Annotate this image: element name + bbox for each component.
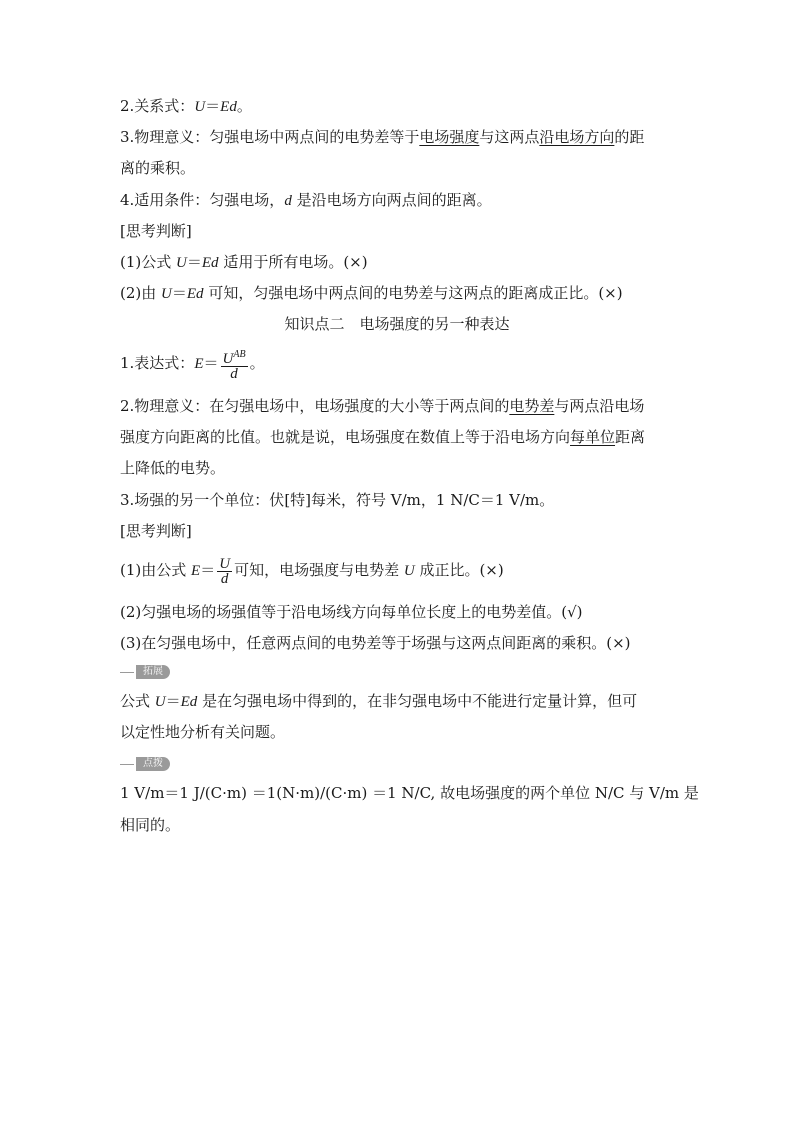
equals: ＝ [171,284,187,302]
think-judge-label [120,221,680,241]
equals: ＝ [186,253,202,271]
text: 2.物理意义：在匀强电场中，电场强度的大小等于两点间的 [120,397,510,415]
unit-line [120,490,680,510]
text: 。 [236,97,252,115]
text: 上降低的电势。 [120,459,226,477]
text: 强度方向距离的比值。也就是说，电场强度在数值上等于沿电场方向 [120,428,571,446]
equals: ＝ [205,97,221,115]
text: (2)由 [120,284,162,302]
text: 离的乘积。 [120,159,196,177]
text: [思考判断] [120,522,192,540]
judge-item-2 [120,283,680,304]
var-U: U [154,694,166,710]
physical-meaning-cont [120,158,680,178]
text: (2)匀强电场的场强值等于沿电场线方向每单位长度上的电势差值。(√) [120,603,583,621]
var-Ed: Ed [186,286,204,302]
judge-item-1 [120,252,680,273]
hint-line-2 [120,815,680,835]
applicable-condition-line [120,190,680,211]
underlined-term: 沿电场方向 [539,128,615,146]
text: 。 [249,354,265,372]
numerator: U [222,350,234,367]
text: 1 V/m＝1 J/(C·m) ＝1(N·m)/(C·m) ＝1 N/C, 故电场强度的两个单位 N/C 与 V/m 是 [120,784,699,802]
text: 以定性地分析有关问题。 [120,723,286,741]
var-Ed: Ed [220,99,237,115]
var-U: U [161,286,172,302]
text: (3)在匀强电场中，任意两点间的电势差等于场强与这两点间距离的乘积。(×) [120,634,631,652]
text: 2.关系式： [120,97,195,115]
text: 4.适用条件：匀强电场， [120,191,285,209]
var-E: E [194,356,204,372]
underlined-term: 电场强度 [419,128,480,146]
judge2-item-2 [120,602,680,622]
text: 相同的。 [120,816,181,834]
var-Ed: Ed [180,694,198,710]
physical-meaning-line [120,127,680,147]
denominator: d [217,571,232,586]
text: (1)公式 [120,253,177,271]
judge2-item-3 [120,633,680,653]
think-judge-label-2 [120,521,680,541]
text: [思考判断] [120,222,192,240]
equals: ＝ [203,354,219,372]
text: 3.场强的另一个单位：伏[特]每米，符号 V/m，1 N/C＝1 V/m。 [120,491,555,509]
underlined-term: 每单位 [570,428,616,446]
section-heading [0,314,794,334]
text: 与两点沿电场 [554,397,645,415]
tag-rule [120,672,134,673]
equals: ＝ [200,561,216,579]
hint-tag [120,757,170,771]
text: 适用于所有电场。(×) [218,253,368,271]
tag-label: 点拨 [136,757,170,771]
meaning2-cont-2 [120,458,680,478]
tag-rule [120,764,134,765]
extension-line-1 [120,691,680,712]
relation-formula-line [120,96,680,117]
equals: ＝ [165,692,181,710]
text: 距离 [615,428,646,446]
text: 3.物理意义：匀强电场中两点间的电势差等于 [120,128,420,146]
var-d: d [284,193,292,209]
var-E: E [191,563,201,579]
extension-line-2 [120,722,680,742]
var-U: U [403,563,415,579]
text: 与这两点 [479,128,540,146]
text: 的距 [614,128,645,146]
denominator: d [221,366,248,381]
text: 是沿电场方向两点间的距离。 [291,191,492,209]
text: 1.表达式： [120,354,195,372]
text: 公式 [120,692,155,710]
underlined-term: 电势差 [509,397,555,415]
fraction [221,348,248,381]
meaning2-cont-1 [120,427,680,447]
superscript: AB [233,348,246,360]
text: (1)由公式 [120,561,192,579]
heading-text: 知识点二 电场强度的另一种表达 [284,315,510,333]
var-U: U [176,255,187,271]
fraction [217,557,232,586]
var-Ed: Ed [201,255,219,271]
expression-line [120,344,680,383]
text: 可知，电场强度与电势差 [234,561,404,579]
text: 是在匀强电场中得到的，在非匀强电场中不能进行定量计算，但可 [197,692,638,710]
extension-tag [120,665,170,679]
text: 可知，匀强电场中两点间的电势差与这两点的距离成正比。(×) [203,284,623,302]
meaning2-line [120,396,680,416]
judge2-item-1 [120,551,680,590]
numerator: U [219,555,231,572]
text: 成正比。(×) [414,561,504,579]
hint-line-1 [120,783,699,803]
var-U: U [194,99,206,115]
tag-label: 拓展 [136,665,170,679]
